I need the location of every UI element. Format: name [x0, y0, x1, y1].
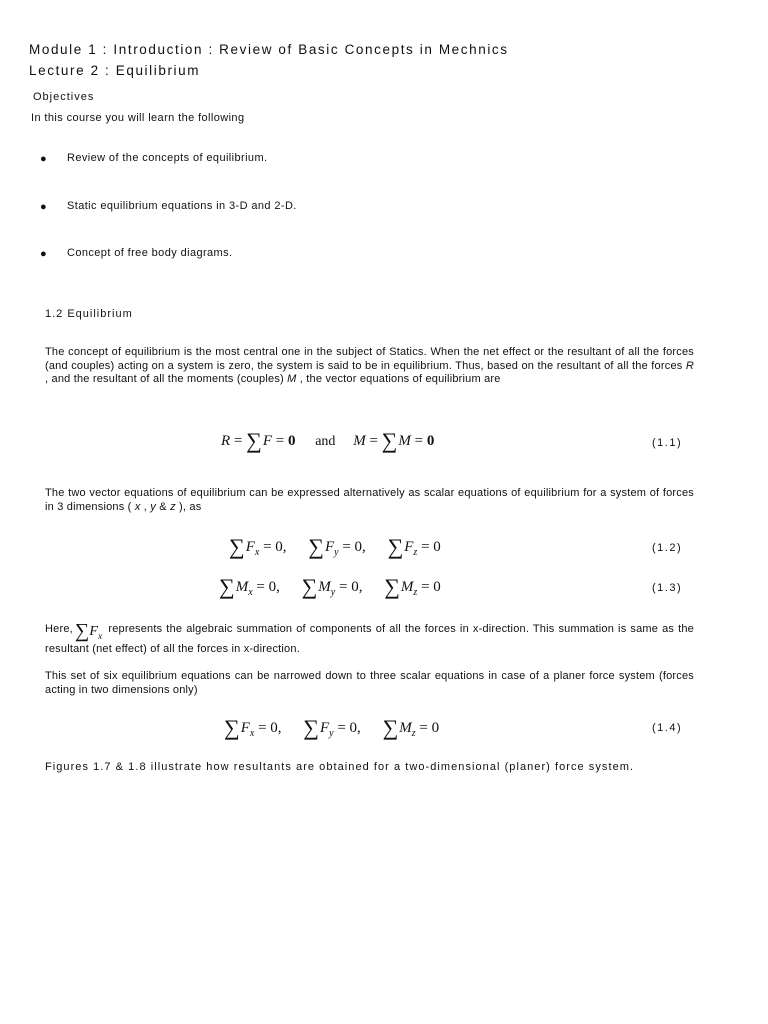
equation-number: (1.4)	[652, 722, 683, 734]
objective-item-text: Static equilibrium equations in 3-D and 2-D.	[67, 200, 297, 212]
module-title: Module 1 : Introduction : Review of Basic Concepts in Mechnics	[29, 42, 509, 57]
bullet-icon: ●	[40, 153, 48, 165]
sigma-symbol: ∑	[224, 715, 240, 740]
equation-1-1: R = ∑F = 0 and M = ∑M = 0	[221, 428, 435, 453]
equation-number: (1.3)	[652, 582, 683, 594]
paragraph-figures-note: Figures 1.7 & 1.8 illustrate how resultants are obtained for a two-dimensional (planer) force system.	[45, 761, 635, 773]
lecture-title: Lecture 2 : Equilibrium	[29, 63, 201, 78]
equation-1-2: $\sum F_x = 0$, $\sum F_y = 0$, $\sum F_z = 0$	[229, 534, 441, 559]
equation-number: (1.1)	[652, 437, 683, 449]
sigma-symbol: ∑	[384, 574, 400, 599]
sigma-symbol: ∑	[308, 534, 324, 559]
sigma-symbol: ∑	[381, 428, 398, 453]
objectives-intro: In this course you will learn the following	[31, 112, 245, 124]
sigma-symbol: ∑	[301, 574, 318, 599]
objectives-heading: Objectives	[33, 91, 95, 103]
sigma-symbol: ∑	[219, 574, 235, 599]
paragraph-equilibrium-definition: The concept of equilibrium is the most central one in the subject of Statics. When the net effect or the resultant of all the forces (and couples) acting on a system is zero, the system is said to be in equilibrium. Thus, based on the resultant of all the forces R , and the resultant of all the moments (couples) M , the vector equations of equilibrium are	[45, 346, 694, 386]
objective-item-text: Concept of free body diagrams.	[67, 247, 233, 259]
bullet-icon: ●	[40, 248, 48, 260]
sigma-symbol: ∑	[387, 534, 404, 559]
sigma-symbol: ∑	[246, 428, 262, 453]
objective-item-text: Review of the concepts of equilibrium.	[67, 152, 268, 164]
paragraph-summation-note: Here, $\sum F_x$ represents the algebraic summation of components of all the forces in x-direction. This summation is same as the resultant (net effect) of all the forces in x-direction.	[45, 620, 694, 656]
paragraph-scalar-equations: The two vector equations of equilibrium can be expressed alternatively as scalar equations of equilibrium for a system of forces in 3 dimensions ( x , y & z ), as	[45, 487, 694, 513]
equation-number: (1.2)	[652, 542, 683, 554]
sigma-symbol: ∑	[303, 715, 319, 740]
equation-1-3: $\sum M_x = 0$, $\sum M_y = 0$, $\sum M_z = 0$	[219, 574, 441, 599]
equation-1-4: $\sum F_x = 0$, $\sum F_y = 0$, $\sum M_z = 0$	[224, 715, 440, 740]
section-title: 1.2 Equilibrium	[45, 308, 133, 320]
inline-sum-fx: $\sum F_x$	[74, 620, 103, 642]
bullet-icon: ●	[40, 201, 48, 213]
paragraph-planar-system: This set of six equilibrium equations can be narrowed down to three scalar equations in case of a planer force system (forces acting in two dimensions only)	[45, 670, 694, 696]
sigma-symbol: ∑	[229, 534, 245, 559]
sigma-symbol: ∑	[382, 715, 399, 740]
equation-joiner: and	[315, 434, 336, 449]
